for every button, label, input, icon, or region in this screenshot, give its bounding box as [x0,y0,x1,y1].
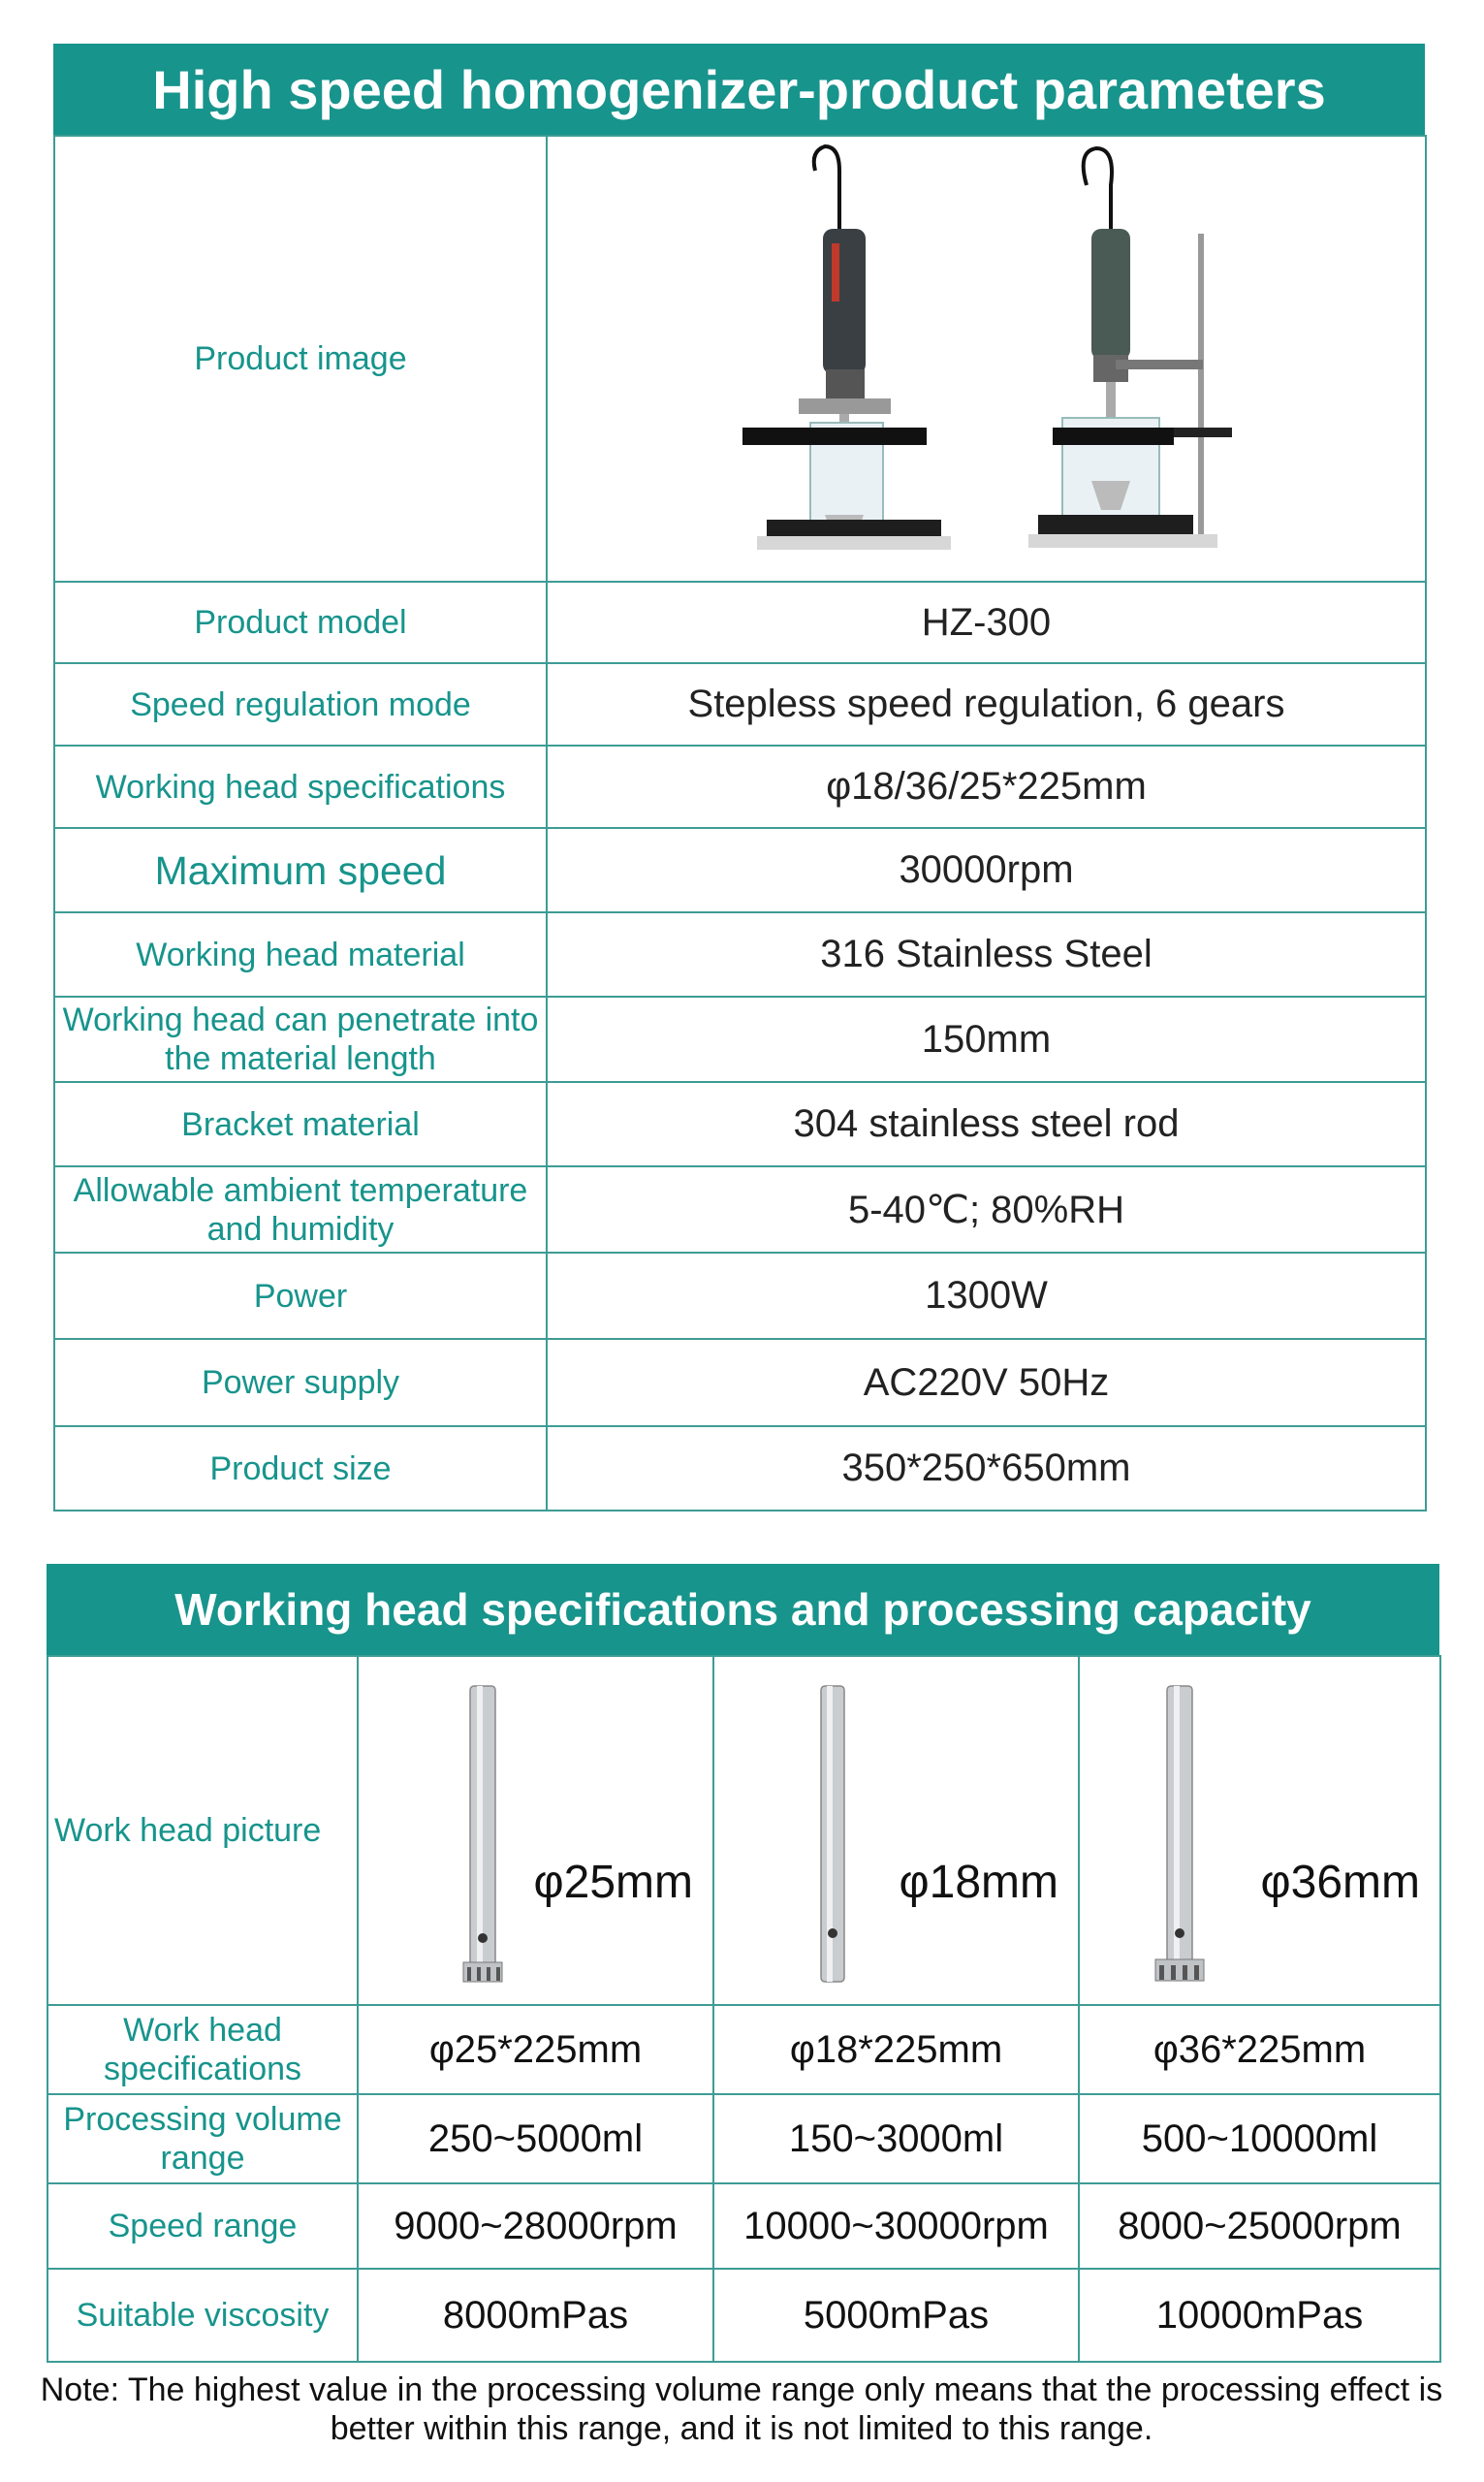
table-row [47,2005,1440,2094]
section1-title: High speed homogenizer-product parameters [53,44,1425,135]
table-row [54,1166,1426,1253]
table-row [54,1426,1426,1511]
diameter-label: φ18mm [899,1857,1058,1908]
row-value-product-size: 350*250*650mm [547,1426,1426,1511]
table-row [54,663,1426,746]
row-value-ambient: 5-40℃; 80%RH [547,1166,1426,1253]
row-value-max-speed: 30000rpm [547,828,1426,912]
product-parameters-table [53,135,1427,1511]
row-label-product-model: Product model [54,582,547,663]
cell-spec-1: φ25*225mm [358,2005,713,2094]
row-label-speed-range: Speed range [47,2183,358,2269]
row-value-penetrate-length: 150mm [547,997,1426,1082]
row-label-work-head-specs: Work head specifications [47,2005,358,2094]
work-head-picture-1 [358,1656,713,2005]
homogenizer-left-image [742,146,951,550]
cell-speed-2: 10000~30000rpm [713,2183,1079,2269]
table-row [54,912,1426,997]
row-value-head-material: 316 Stainless Steel [547,912,1426,997]
diameter-label: φ25mm [533,1857,693,1908]
row-label-speed-regulation: Speed regulation mode [54,663,547,746]
row-label-penetrate-length: Working head can penetrate into the material length [54,997,547,1082]
footnote: Note: The highest value in the processing volume range only means that the processing effect is better within this range, and it is not limited to this range. [40,2371,1443,2447]
row-label-power-supply: Power supply [54,1339,547,1426]
table-row [54,1339,1426,1426]
row-label-head-material: Working head material [54,912,547,997]
row-value-head-specs: φ18/36/25*225mm [547,746,1426,828]
section2-title: Working head specifications and processing capacity [47,1564,1439,1655]
diameter-label: φ36mm [1260,1857,1420,1908]
table-row [54,1253,1426,1339]
row-value-speed-regulation: Stepless speed regulation, 6 gears [547,663,1426,746]
table-row [47,2094,1440,2183]
working-head-table [47,1655,1441,2363]
table-row [54,1082,1426,1166]
cell-volume-2: 150~3000ml [713,2094,1079,2183]
cell-viscosity-3: 10000mPas [1079,2269,1440,2362]
table-row [54,828,1426,912]
table-row [54,582,1426,663]
row-label-viscosity: Suitable viscosity [47,2269,358,2362]
row-value-bracket-material: 304 stainless steel rod [547,1082,1426,1166]
table-row [54,746,1426,828]
probe-image-18 [714,1657,1080,2006]
probe-image-36 [1080,1657,1441,2006]
cell-speed-3: 8000~25000rpm [1079,2183,1440,2269]
row-label-head-specs: Working head specifications [54,746,547,828]
table-row [47,2269,1440,2362]
cell-spec-2: φ18*225mm [713,2005,1079,2094]
row-label-product-image: Product image [54,136,547,582]
row-label-bracket-material: Bracket material [54,1082,547,1166]
homogenizer-right-image [1028,148,1232,548]
product-image-cell [547,136,1426,582]
product-image [549,137,1424,576]
row-label-product-size: Product size [54,1426,547,1511]
cell-viscosity-2: 5000mPas [713,2269,1079,2362]
row-value-product-model: HZ-300 [547,582,1426,663]
table-row [54,997,1426,1082]
cell-viscosity-1: 8000mPas [358,2269,713,2362]
row-label-max-speed: Maximum speed [54,828,547,912]
row-label-ambient: Allowable ambient temperature and humidity [54,1166,547,1253]
table-row [47,1656,1440,2005]
work-head-picture-3 [1079,1656,1440,2005]
cell-speed-1: 9000~28000rpm [358,2183,713,2269]
cell-volume-1: 250~5000ml [358,2094,713,2183]
row-value-power-supply: AC220V 50Hz [547,1339,1426,1426]
cell-volume-3: 500~10000ml [1079,2094,1440,2183]
probe-image-25 [359,1657,714,2006]
row-label-work-head-picture: Work head picture [47,1656,358,2005]
table-row [54,136,1426,582]
row-label-power: Power [54,1253,547,1339]
work-head-picture-2 [713,1656,1079,2005]
table-row [47,2183,1440,2269]
cell-spec-3: φ36*225mm [1079,2005,1440,2094]
row-label-volume-range: Processing volume range [47,2094,358,2183]
row-value-power: 1300W [547,1253,1426,1339]
